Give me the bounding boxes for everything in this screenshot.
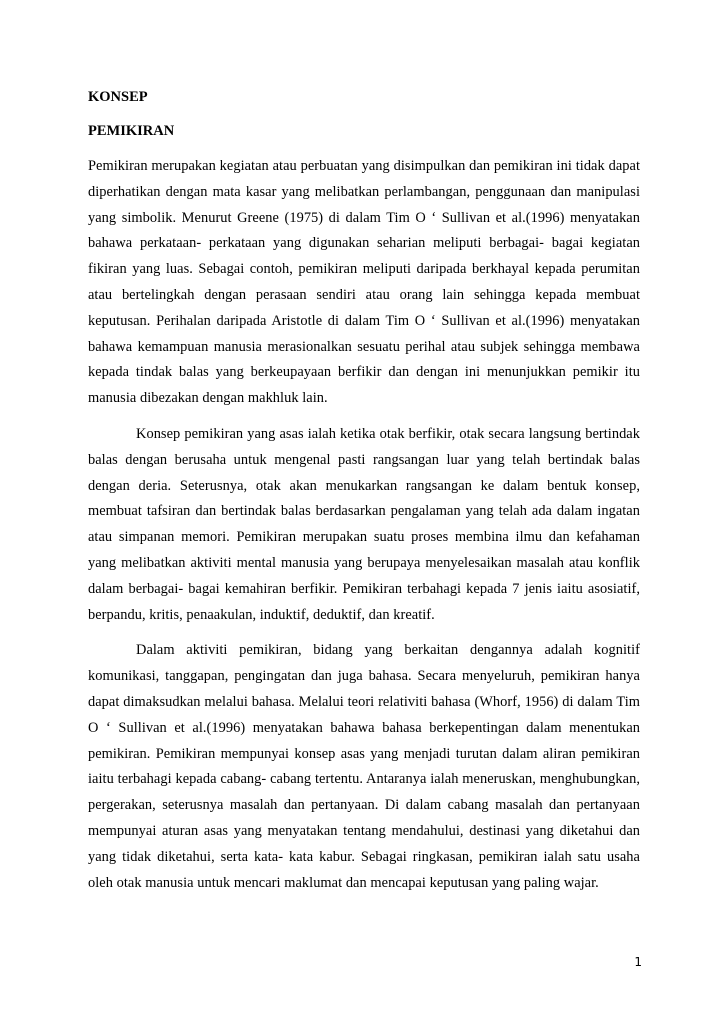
paragraph-2: Konsep pemikiran yang asas ialah ketika otak berfikir, otak secara langsung bertindak balas dengan berusaha untuk mengenal pasti rangsangan luar yang telah bertindak balas dengan deria. Seterusnya, otak akan menukarkan rangsangan ke dalam bentuk konsep, membuat tafsiran dan bertindak balas berdasarkan pengalaman yang telah ada dalam ingatan atau simpanan memori. Pemikiran merupakan suatu proses membina ilmu dan kefahaman yang melibatkan aktiviti mental manusia yang berupaya menyelesaikan masalah atau konflik dalam berbagai- bagai kemahiran berfikir. Pemikiran terbahagi kepada 7 jenis iaitu asosiatif, berpandu, kritis, penaakulan, induktif, deduktif, dan kreatif. [88, 425, 640, 623]
document-body [88, 88, 640, 906]
section-heading-konsep: KONSEP [88, 89, 148, 105]
paragraph-3: Dalam aktiviti pemikiran, bidang yang berkaitan dengannya adalah kognitif komunikasi, tanggapan, pengingatan dan juga bahasa. Secara menyeluruh, pemikiran hanya dapat dimaksudkan melalui bahasa. Melalui teori relativiti bahasa (Whorf, 1956) di dalam Tim O ‘ Sullivan et al.(1996) menyatakan bahawa bahasa berkepentingan dalam menentukan pemikiran. Pemikiran mempunyai konsep asas yang menjadi turutan dalam aliran pemikiran iaitu terbahagi kepada cabang- cabang tertentu. Antaranya ialah meneruskan, menghubungkan, pergerakan, seterusnya masalah dan pertanyaan. Di dalam cabang masalah dan pertanyaan mempunyai aturan asas yang menyatakan tentang mendahului, destinasi yang diketahui dan yang tidak diketahui, serta kata- kata kabur. Sebagai ringkasan, pemikiran ialah satu usaha oleh otak manusia untuk mencari maklumat dan mencapai keputusan yang paling wajar. [88, 642, 640, 891]
section-heading-pemikiran: PEMIKIRAN [88, 123, 175, 139]
paragraph-1: Pemikiran merupakan kegiatan atau perbuatan yang disimpulkan dan pemikiran ini tidak dapat diperhatikan dengan mata kasar yang melibatkan perlambangan, penggunaan dan manipulasi yang simbolik. Menurut Greene (1975) di dalam Tim O ‘ Sullivan et al.(1996) menyatakan bahawa perkataan- perkataan yang digunakan seharian meliputi berbagai- bagai kegiatan fikiran yang luas. Sebagai contoh, pemikiran meliputi daripada berkhayal kepada perumitan atau bertelingkah dengan perasaan sendiri atau orang lain sehingga kepada membuat keputusan. Perihalan daripada Aristotle di dalam Tim O ‘ Sullivan et al.(1996) menyatakan bahawa kemampuan manusia merasionalkan sesuatu perihal atau subjek sehingga membawa kepada tindak balas yang berkeupayaan berfikir dan dengan ini menunjukkan pemikir itu manusia dibezakan dengan makhluk lain. [88, 158, 640, 407]
page-number: 1 [634, 955, 642, 969]
